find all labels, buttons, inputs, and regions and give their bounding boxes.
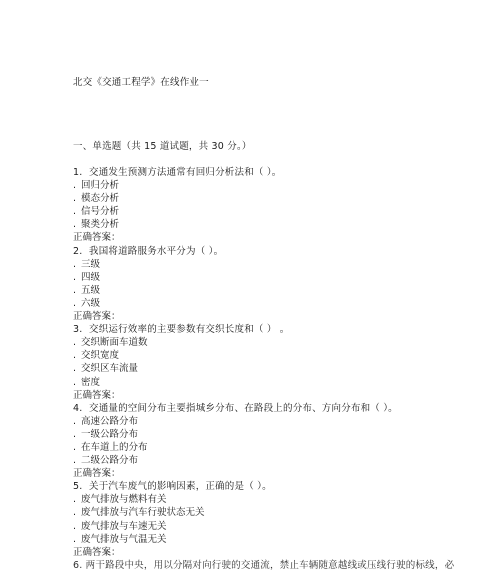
- option: . 密度: [73, 376, 101, 388]
- option-text: 在车道上的分布: [81, 441, 148, 453]
- option-text: 信号分析: [81, 206, 120, 218]
- question-number: 2.: [73, 245, 83, 257]
- question-number: 3.: [73, 324, 83, 336]
- question-text: 关于汽车废气的影响因素，正确的是（ ）。: [89, 481, 272, 493]
- option: . 废气排放与燃料有关: [73, 494, 167, 506]
- option-text: 六级: [81, 297, 101, 309]
- question-number: 4.: [73, 402, 83, 414]
- option: . 信号分析: [73, 206, 120, 218]
- option-text: 废气排放与气温无关: [81, 533, 167, 545]
- option-text: 交织区车流量: [81, 363, 139, 375]
- answer-label: 正确答案：: [73, 389, 121, 401]
- answer-label: 正确答案：: [73, 232, 121, 244]
- option-text: 五级: [81, 284, 101, 296]
- option: . 模态分析: [73, 193, 120, 205]
- question-1: [73, 166, 493, 179]
- option: . 交织断面车道数: [73, 337, 148, 349]
- option-text: 交织宽度: [81, 350, 120, 362]
- option-text: 交织断面车道数: [81, 337, 148, 349]
- option: . 聚类分析: [73, 219, 120, 231]
- option: . 五级: [73, 284, 101, 296]
- question-number: 5.: [73, 481, 83, 493]
- option: . 四级: [73, 271, 101, 283]
- option-text: 三级: [81, 258, 101, 270]
- question-5: [73, 480, 493, 493]
- section-heading: 一、单选题（共 15 道试题，共 30 分。）: [73, 141, 252, 152]
- question-text: 我国将道路服务水平分为（ ）。: [89, 245, 224, 257]
- option: . 废气排放与车速无关: [73, 520, 167, 532]
- option: . 废气排放与气温无关: [73, 533, 167, 545]
- option: . 六级: [73, 297, 101, 309]
- option: . 高速公路分布: [73, 415, 139, 427]
- answer-label: 正确答案：: [73, 546, 121, 558]
- option-text: 废气排放与燃料有关: [81, 494, 167, 506]
- question-text: 交织运行效率的主要参数有交织长度和（ ） 。: [89, 324, 290, 336]
- option: . 在车道上的分布: [73, 441, 148, 453]
- option-text: 一级公路分布: [81, 428, 139, 440]
- question-list: [73, 166, 493, 572]
- question-4: [73, 402, 493, 415]
- option: . 回归分析: [73, 180, 120, 192]
- option-text: 四级: [81, 271, 101, 283]
- option: . 交织区车流量: [73, 363, 139, 375]
- option-text: 聚类分析: [81, 219, 120, 231]
- option-text: 二级公路分布: [81, 455, 139, 467]
- option: . 二级公路分布: [73, 455, 139, 467]
- question-number: 1.: [73, 167, 83, 178]
- answer-label: 正确答案：: [73, 468, 121, 480]
- question-3: [73, 323, 493, 336]
- question-2: [73, 245, 493, 258]
- question-6-partial: 6. 两干路段中央，用以分隔对向行驶的交通流，禁止车辆随意越线或压线行驶的标线，必: [73, 559, 455, 571]
- option-text: 废气排放与车速无关: [81, 520, 167, 532]
- option-text: 回归分析: [81, 180, 120, 192]
- option-text: 高速公路分布: [81, 415, 139, 427]
- document-title: 北交《交通工程学》在线作业一: [73, 77, 209, 88]
- option: . 三级: [73, 258, 101, 270]
- question-text: 交通量的空间分布主要指城乡分布、在路段上的分布、方向分布和（ ）。: [89, 402, 398, 414]
- option-text: 模态分析: [81, 193, 120, 205]
- answer-label: 正确答案：: [73, 311, 121, 323]
- option: . 一级公路分布: [73, 428, 139, 440]
- option: . 废气排放与汽车行驶状态无关: [73, 507, 205, 519]
- option: . 交织宽度: [73, 350, 120, 362]
- option-text: 密度: [81, 376, 101, 388]
- option-text: 废气排放与汽车行驶状态无关: [81, 507, 205, 519]
- question-text: 交通发生预测方法通常有回归分析法和（ ）。: [89, 167, 282, 178]
